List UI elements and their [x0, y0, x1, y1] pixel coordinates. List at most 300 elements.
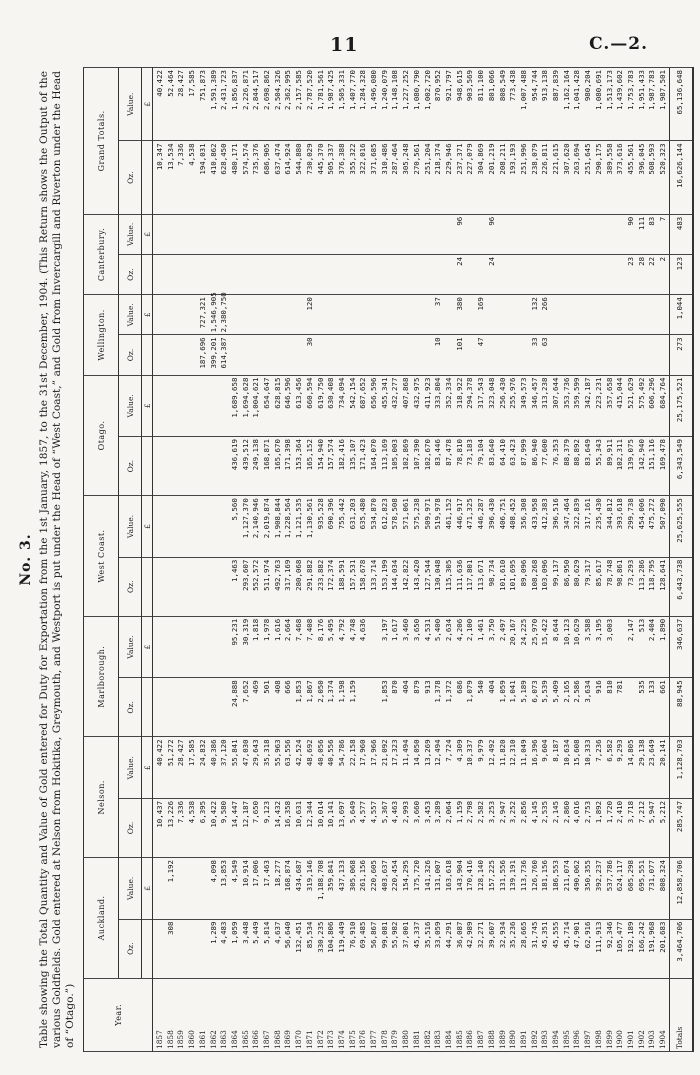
value-cell: [487, 335, 498, 375]
year-cell: 1870: [294, 978, 305, 1051]
value-cell: 4,463: [390, 798, 401, 857]
table-row: [476, 68, 487, 1052]
value-cell: 10,634: [562, 737, 573, 799]
value-cell: 32,271: [476, 919, 487, 978]
value-cell: 2,504,326: [273, 68, 284, 141]
value-cell: 322,839: [572, 496, 583, 557]
table-row: [423, 68, 434, 1052]
value-cell: [316, 214, 327, 254]
value-cell: 181,156: [540, 858, 551, 919]
value-cell: 735,376: [251, 141, 262, 214]
value-cell: 17,966: [369, 737, 380, 799]
value-cell: 40,556: [326, 737, 337, 799]
year-cell: 1874: [337, 978, 348, 1051]
value-cell: 10,629: [572, 616, 583, 678]
value-cell: 5,409: [551, 678, 562, 737]
year-cell: 1859: [176, 978, 187, 1051]
value-cell: 238,079: [530, 141, 541, 214]
value-cell: 96: [487, 214, 498, 254]
value-cell: [615, 214, 626, 254]
value-cell: 131,556: [498, 858, 509, 919]
value-cell: 132: [530, 295, 541, 335]
year-cell: 1869: [283, 978, 294, 1051]
value-cell: 108,268: [530, 557, 541, 616]
value-cell: 12,492: [487, 737, 498, 799]
value-cell: 28,665: [519, 919, 530, 978]
value-cell: 4,016: [572, 798, 583, 857]
value-cell: 47: [476, 335, 487, 375]
value-cell: 574,574: [241, 141, 252, 214]
value-cell: 1,374: [326, 678, 337, 737]
value-cell: 2,050: [316, 678, 327, 737]
value-cell: 475,272: [647, 496, 658, 557]
value-cell: 578,508: [390, 496, 401, 557]
value-cell: 2,798: [465, 798, 476, 857]
value-cell: 1,002,720: [423, 68, 434, 141]
value-cell: [508, 254, 519, 294]
value-cell: 45,555: [551, 919, 562, 978]
year-cell: 1879: [390, 978, 401, 1051]
value-cell: [530, 214, 541, 254]
total-cell: 483: [669, 214, 693, 254]
value-cell: [412, 214, 423, 254]
year-cell: 1882: [423, 978, 434, 1051]
value-cell: 5,449: [251, 919, 262, 978]
value-cell: [166, 496, 177, 557]
value-cell: [198, 254, 209, 294]
table-row: [251, 68, 262, 1052]
table-row: [390, 68, 401, 1052]
value-cell: [551, 295, 562, 335]
value-cell: 490,062: [572, 858, 583, 919]
value-cell: [348, 335, 359, 375]
value-cell: [401, 214, 412, 254]
value-cell: 14,805: [626, 737, 637, 799]
value-cell: 45,351: [540, 919, 551, 978]
value-cell: 654,647: [262, 375, 273, 437]
value-cell: 317,543: [476, 375, 487, 437]
value-cell: 2,165: [562, 678, 573, 737]
total-cell: 12,858,706: [669, 858, 693, 919]
value-cell: 13,697: [337, 798, 348, 857]
value-cell: 879: [412, 678, 423, 737]
value-cell: 251,996: [519, 141, 530, 214]
value-cell: 1,908,844: [273, 496, 284, 557]
value-cell: 505,337: [326, 141, 337, 214]
value-cell: 164,070: [369, 437, 380, 496]
value-cell: [583, 214, 594, 254]
value-cell: [423, 335, 434, 375]
value-cell: [476, 214, 487, 254]
value-header: Value.: [119, 295, 142, 335]
value-cell: [540, 214, 551, 254]
value-cell: 142,822: [401, 557, 412, 616]
year-cell: 1892: [530, 978, 541, 1051]
value-cell: 130,048: [433, 557, 444, 616]
value-cell: [326, 295, 337, 335]
value-cell: 9,123: [262, 798, 273, 857]
value-cell: 21,092: [380, 737, 391, 799]
value-cell: 2,410: [615, 798, 626, 857]
value-cell: 2,157,585: [294, 68, 305, 141]
value-cell: [540, 254, 551, 294]
value-cell: 1,130,561: [305, 496, 316, 557]
table-row: [433, 68, 444, 1052]
value-cell: 40,056: [316, 737, 327, 799]
value-cell: 153,199: [380, 557, 391, 616]
value-cell: [572, 295, 583, 335]
value-cell: 1,439,602: [615, 68, 626, 141]
value-cell: 356,308: [519, 496, 530, 557]
value-cell: 1,867: [305, 678, 316, 737]
value-cell: 575,238: [412, 496, 423, 557]
value-cell: [605, 214, 616, 254]
value-cell: 111: [637, 214, 648, 254]
year-cell: 1873: [326, 978, 337, 1051]
value-cell: [176, 858, 187, 919]
value-cell: 373,616: [615, 141, 626, 214]
value-cell: 227,079: [465, 141, 476, 214]
value-cell: 1,853: [294, 678, 305, 737]
value-cell: 24: [487, 254, 498, 294]
pound-unit: £: [142, 616, 153, 678]
value-cell: [187, 375, 198, 437]
year-cell: 1887: [476, 978, 487, 1051]
value-cell: 7,236: [594, 737, 605, 799]
value-cell: 433,958: [530, 496, 541, 557]
value-cell: 1,513,173: [605, 68, 616, 141]
document-code: C.—2.: [589, 34, 648, 54]
value-cell: 83: [647, 214, 658, 254]
value-cell: 870: [390, 678, 401, 737]
value-cell: [187, 214, 198, 254]
value-cell: 13,226: [166, 798, 177, 857]
region-header: Canterbury.: [84, 214, 119, 294]
table-row: [412, 68, 423, 1052]
oz-header: Oz.: [119, 557, 142, 616]
value-cell: 220,454: [390, 858, 401, 919]
value-cell: [230, 214, 241, 254]
value-cell: 542,154: [348, 375, 359, 437]
value-cell: 1,505,331: [337, 68, 348, 141]
value-cell: [241, 254, 252, 294]
value-cell: [166, 616, 177, 678]
total-cell: 3,464,706: [669, 919, 693, 978]
value-cell: [519, 254, 530, 294]
value-cell: 251,645: [583, 141, 594, 214]
value-cell: 62,916: [583, 919, 594, 978]
value-cell: 1,890: [658, 616, 669, 678]
value-cell: 107,390: [412, 437, 423, 496]
value-cell: 3,003: [605, 616, 616, 678]
value-header: Value.: [119, 214, 142, 254]
value-cell: [198, 557, 209, 616]
value-cell: [476, 254, 487, 294]
year-cell: 1895: [562, 978, 573, 1051]
year-cell: 1878: [380, 978, 391, 1051]
value-cell: 73,183: [465, 437, 476, 496]
value-cell: 513: [637, 616, 648, 678]
value-cell: [605, 295, 616, 335]
value-cell: [198, 919, 209, 978]
value-cell: 233,882: [316, 557, 327, 616]
value-cell: 507,090: [658, 496, 669, 557]
value-cell: [583, 254, 594, 294]
value-cell: [465, 254, 476, 294]
value-cell: 3,448: [241, 919, 252, 978]
value-cell: 2,362,995: [283, 68, 294, 141]
value-cell: 508,593: [647, 141, 658, 214]
value-cell: [166, 437, 177, 496]
value-cell: 330,235: [316, 919, 327, 978]
value-cell: 380: [455, 295, 466, 335]
year-cell: 1891: [519, 978, 530, 1051]
value-cell: 83,446: [433, 437, 444, 496]
value-cell: [187, 616, 198, 678]
value-cell: [337, 214, 348, 254]
value-cell: [572, 214, 583, 254]
value-cell: 63,423: [508, 437, 519, 496]
value-cell: [369, 254, 380, 294]
value-cell: 2,064: [444, 798, 455, 857]
value-cell: [176, 375, 187, 437]
value-cell: 85,534: [305, 919, 316, 978]
value-cell: 1,041,428: [572, 68, 583, 141]
value-cell: 98,861: [615, 557, 626, 616]
value-cell: 153,364: [294, 437, 305, 496]
value-cell: 684,764: [658, 375, 669, 437]
value-cell: 3,660: [412, 798, 423, 857]
year-cell: 1861: [198, 978, 209, 1051]
value-cell: 9,979: [476, 737, 487, 799]
value-cell: 290,175: [594, 141, 605, 214]
value-cell: [187, 496, 198, 557]
value-cell: 350,355: [583, 858, 594, 919]
value-cell: 10,014: [316, 798, 327, 857]
region-header: Otago.: [84, 375, 119, 496]
value-cell: 571,061: [401, 496, 412, 557]
value-cell: 113,736: [519, 858, 530, 919]
value-cell: [283, 254, 294, 294]
value-cell: 193,193: [508, 141, 519, 214]
value-cell: [380, 335, 391, 375]
value-cell: [187, 858, 198, 919]
value-cell: 810: [605, 678, 616, 737]
value-cell: [273, 335, 284, 375]
value-cell: [153, 335, 166, 375]
value-cell: [498, 254, 509, 294]
value-cell: 1,059: [498, 678, 509, 737]
table-row: [283, 68, 294, 1052]
value-cell: 102,869: [401, 437, 412, 496]
year-cell: 1900: [615, 978, 626, 1051]
value-cell: [465, 214, 476, 254]
value-cell: 218,374: [433, 141, 444, 214]
value-cell: [305, 214, 316, 254]
year-cell: 1867: [262, 978, 273, 1051]
value-cell: 10,914: [241, 858, 252, 919]
value-cell: 446,917: [455, 496, 466, 557]
value-cell: 10,141: [326, 798, 337, 857]
value-cell: [562, 335, 573, 375]
value-cell: 492,763: [273, 557, 284, 616]
value-cell: 170,416: [465, 858, 476, 919]
table-row: [594, 68, 605, 1052]
value-cell: 887,839: [551, 68, 562, 141]
value-cell: 4,549: [230, 858, 241, 919]
value-cell: 47,030: [241, 737, 252, 799]
value-cell: [465, 295, 476, 335]
value-cell: 201,219: [487, 141, 498, 214]
value-cell: 86,950: [562, 557, 573, 616]
value-cell: [153, 858, 166, 919]
value-cell: 4,637: [273, 919, 284, 978]
total-cell: 123: [669, 254, 693, 294]
value-cell: 175,720: [412, 858, 423, 919]
value-cell: 188,591: [337, 557, 348, 616]
value-cell: 101,610: [498, 557, 509, 616]
value-cell: 163,618: [444, 858, 455, 919]
value-cell: 646,596: [283, 375, 294, 437]
value-cell: 249,138: [251, 437, 262, 496]
value-cell: [176, 437, 187, 496]
value-cell: 3,252: [508, 798, 519, 857]
value-cell: 624,117: [615, 858, 626, 919]
value-cell: [519, 295, 530, 335]
value-cell: 6,073: [530, 678, 541, 737]
table-row: [273, 68, 284, 1052]
pound-unit: £: [142, 295, 153, 335]
value-cell: 13,534: [166, 141, 177, 214]
value-cell: 5,367: [380, 798, 391, 857]
value-cell: 870,952: [433, 68, 444, 141]
value-cell: 133,714: [369, 557, 380, 616]
value-cell: [369, 678, 380, 737]
value-cell: 28,427: [176, 737, 187, 799]
value-cell: [219, 254, 230, 294]
value-cell: 35,318: [262, 737, 273, 799]
value-cell: [562, 295, 573, 335]
value-cell: [230, 254, 241, 294]
value-cell: [209, 254, 220, 294]
value-cell: 52,464: [166, 68, 177, 141]
value-cell: 24,832: [198, 737, 209, 799]
value-cell: 2,431,723: [219, 68, 230, 141]
value-cell: [273, 254, 284, 294]
value-cell: 540: [476, 678, 487, 737]
oz-header: Oz.: [119, 335, 142, 375]
value-cell: 113,169: [380, 437, 391, 496]
value-cell: [572, 254, 583, 294]
value-cell: 3,750: [487, 616, 498, 678]
value-cell: [209, 496, 220, 557]
value-cell: 266: [540, 295, 551, 335]
value-cell: 256,430: [498, 375, 509, 437]
year-cell: 1899: [605, 978, 616, 1051]
value-cell: 169,478: [658, 437, 669, 496]
year-cell: 1876: [358, 978, 369, 1051]
table-row: [230, 68, 241, 1052]
value-cell: 454,006: [637, 496, 648, 557]
value-cell: [273, 295, 284, 335]
value-cell: 501: [262, 678, 273, 737]
total-cell: 16,626,144: [669, 141, 693, 214]
value-cell: 126,760: [530, 858, 541, 919]
value-cell: [283, 214, 294, 254]
value-cell: 168,874: [283, 858, 294, 919]
value-cell: 731,077: [647, 858, 658, 919]
value-cell: 347,464: [562, 496, 573, 557]
value-cell: 7,468: [294, 616, 305, 678]
table-row: [455, 68, 466, 1052]
table-row: [153, 68, 166, 1052]
value-cell: [380, 214, 391, 254]
value-cell: 519,978: [433, 496, 444, 557]
value-cell: 105,003: [390, 437, 401, 496]
value-cell: 371,685: [369, 141, 380, 214]
value-cell: 406,751: [498, 496, 509, 557]
value-cell: [444, 214, 455, 254]
value-cell: 511,974: [262, 557, 273, 616]
value-cell: 1,079: [465, 678, 476, 737]
oz-header: Oz.: [119, 919, 142, 978]
value-cell: [358, 254, 369, 294]
value-cell: [176, 254, 187, 294]
value-cell: 201,683: [658, 919, 669, 978]
value-cell: [583, 335, 594, 375]
pound-unit: £: [142, 858, 153, 919]
value-cell: [209, 616, 220, 678]
value-cell: 913,138: [540, 68, 551, 141]
value-cell: 63,556: [283, 737, 294, 799]
value-cell: 115,305: [444, 557, 455, 616]
value-cell: 5,560: [230, 496, 241, 557]
value-cell: 7,408: [305, 616, 316, 678]
value-cell: 521,629: [626, 375, 637, 437]
value-cell: 1,162,164: [562, 68, 573, 141]
value-cell: 13,269: [423, 737, 434, 799]
year-cell: 1896: [572, 978, 583, 1051]
value-cell: 2,634: [444, 616, 455, 678]
value-cell: 37: [433, 295, 444, 335]
value-cell: 1,407,770: [348, 68, 359, 141]
value-cell: 128,641: [658, 557, 669, 616]
value-cell: [647, 335, 658, 375]
value-cell: 1,978: [262, 616, 273, 678]
value-cell: 808,324: [658, 858, 669, 919]
value-cell: 223,231: [594, 375, 605, 437]
table-row: [605, 68, 616, 1052]
value-cell: [219, 678, 230, 737]
value-cell: [251, 254, 262, 294]
value-cell: 98,734: [487, 557, 498, 616]
value-cell: [209, 557, 220, 616]
value-cell: [412, 335, 423, 375]
value-cell: 410,862: [209, 141, 220, 214]
table-row: [637, 68, 648, 1052]
value-cell: 157,225: [487, 858, 498, 919]
value-cell: [658, 335, 669, 375]
value-cell: [219, 375, 230, 437]
oz-header: Oz.: [119, 437, 142, 496]
value-cell: [605, 335, 616, 375]
value-cell: 25,970: [530, 616, 541, 678]
value-cell: 319,146: [305, 858, 316, 919]
value-cell: 727,321: [198, 295, 209, 335]
value-cell: 12,494: [433, 737, 444, 799]
value-cell: 2,664: [283, 616, 294, 678]
value-cell: 1,463: [230, 557, 241, 616]
